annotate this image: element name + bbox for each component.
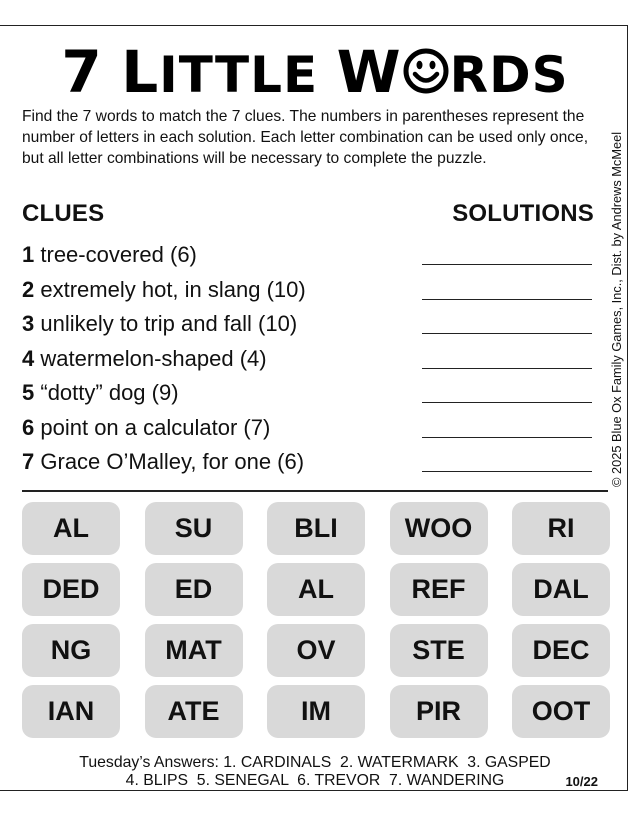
clues-header: CLUES: [22, 200, 105, 227]
clue-list: [22, 238, 402, 480]
instructions-text: Find the 7 words to match the 7 clues. The numbers in parentheses represent the number of letters in each solution. Each letter combination can be used only once, but all letter combinations will be necessary to complete the puzzle.: [22, 108, 589, 167]
answers-line-1: Tuesday’s Answers: 1. CARDINALS 2. WATERMARK 3. GASPED: [79, 754, 551, 771]
letter-tile[interactable]: AL: [267, 563, 365, 616]
clue-number: 1: [22, 242, 35, 267]
clue-text: unlikely to trip and fall (10): [40, 311, 298, 336]
solution-blank-2[interactable]: [422, 299, 592, 300]
clue-text: extremely hot, in slang (10): [40, 276, 306, 302]
letter-tile-grid: [22, 502, 610, 738]
answers-line-2: 4. BLIPS 5. SENEGAL 6. TREVOR 7. WANDERING: [125, 772, 505, 789]
clue-number: 3: [22, 311, 35, 336]
clue-number: 7: [22, 449, 35, 474]
clue-item: [22, 445, 402, 480]
title-w: W: [336, 38, 402, 106]
clue-item: [22, 238, 402, 273]
title-rds: RDS: [449, 46, 569, 104]
title-ittle: ITTLE: [159, 46, 319, 104]
clue-text: Grace O’Malley, for one (6): [40, 449, 305, 474]
clue-item: [22, 342, 402, 377]
clue-item: [22, 307, 402, 342]
letter-tile[interactable]: DEC: [512, 624, 610, 677]
smiley-face-icon: [403, 48, 449, 94]
solution-blank-6[interactable]: [422, 437, 592, 438]
solution-blank-4[interactable]: [422, 368, 592, 369]
letter-tile[interactable]: OOT: [512, 685, 610, 738]
letter-tile[interactable]: RI: [512, 502, 610, 555]
solution-blank-5[interactable]: [422, 402, 592, 403]
clue-item: [22, 376, 402, 411]
solution-blank-1[interactable]: [422, 264, 592, 265]
letter-tile[interactable]: IM: [267, 685, 365, 738]
letter-tile[interactable]: DAL: [512, 563, 610, 616]
solution-lines: [422, 264, 592, 506]
letter-tile[interactable]: SU: [145, 502, 243, 555]
solutions-header: SOLUTIONS: [452, 200, 594, 227]
title-seven: 7: [61, 38, 103, 106]
previous-answers: [0, 754, 630, 790]
letter-tile[interactable]: ED: [145, 563, 243, 616]
letter-tile[interactable]: BLI: [267, 502, 365, 555]
clue-number: 2: [22, 276, 35, 302]
solution-blank-7[interactable]: [422, 471, 592, 472]
letter-tile[interactable]: MAT: [145, 624, 243, 677]
clue-number: 5: [22, 380, 35, 405]
letter-tile[interactable]: IAN: [22, 685, 120, 738]
copyright-notice: © 2025 Blue Ox Family Games, Inc., Dist. by Andrews McMeel: [609, 131, 624, 487]
letter-tile[interactable]: AL: [22, 502, 120, 555]
title-l: L: [121, 38, 160, 106]
clue-text: “dotty” dog (9): [40, 380, 179, 405]
clue-text: watermelon-shaped (4): [40, 345, 267, 371]
clue-item: [22, 411, 402, 446]
solution-blank-3[interactable]: [422, 333, 592, 334]
clue-number: 6: [22, 414, 35, 440]
letter-tile[interactable]: PIR: [390, 685, 488, 738]
letter-tile[interactable]: DED: [22, 563, 120, 616]
letter-tile[interactable]: REF: [390, 563, 488, 616]
puzzle-title: [0, 38, 630, 106]
clue-text: point on a calculator (7): [40, 414, 271, 440]
puzzle-date: 10/22: [565, 774, 598, 789]
letter-tile[interactable]: ATE: [145, 685, 243, 738]
letter-tile[interactable]: OV: [267, 624, 365, 677]
letter-tile[interactable]: NG: [22, 624, 120, 677]
letter-tile[interactable]: WOO: [390, 502, 488, 555]
clue-item: [22, 273, 402, 308]
clue-number: 4: [22, 345, 35, 371]
clue-text: tree-covered (6): [40, 242, 197, 267]
letter-tile[interactable]: STE: [390, 624, 488, 677]
divider: [22, 490, 608, 492]
